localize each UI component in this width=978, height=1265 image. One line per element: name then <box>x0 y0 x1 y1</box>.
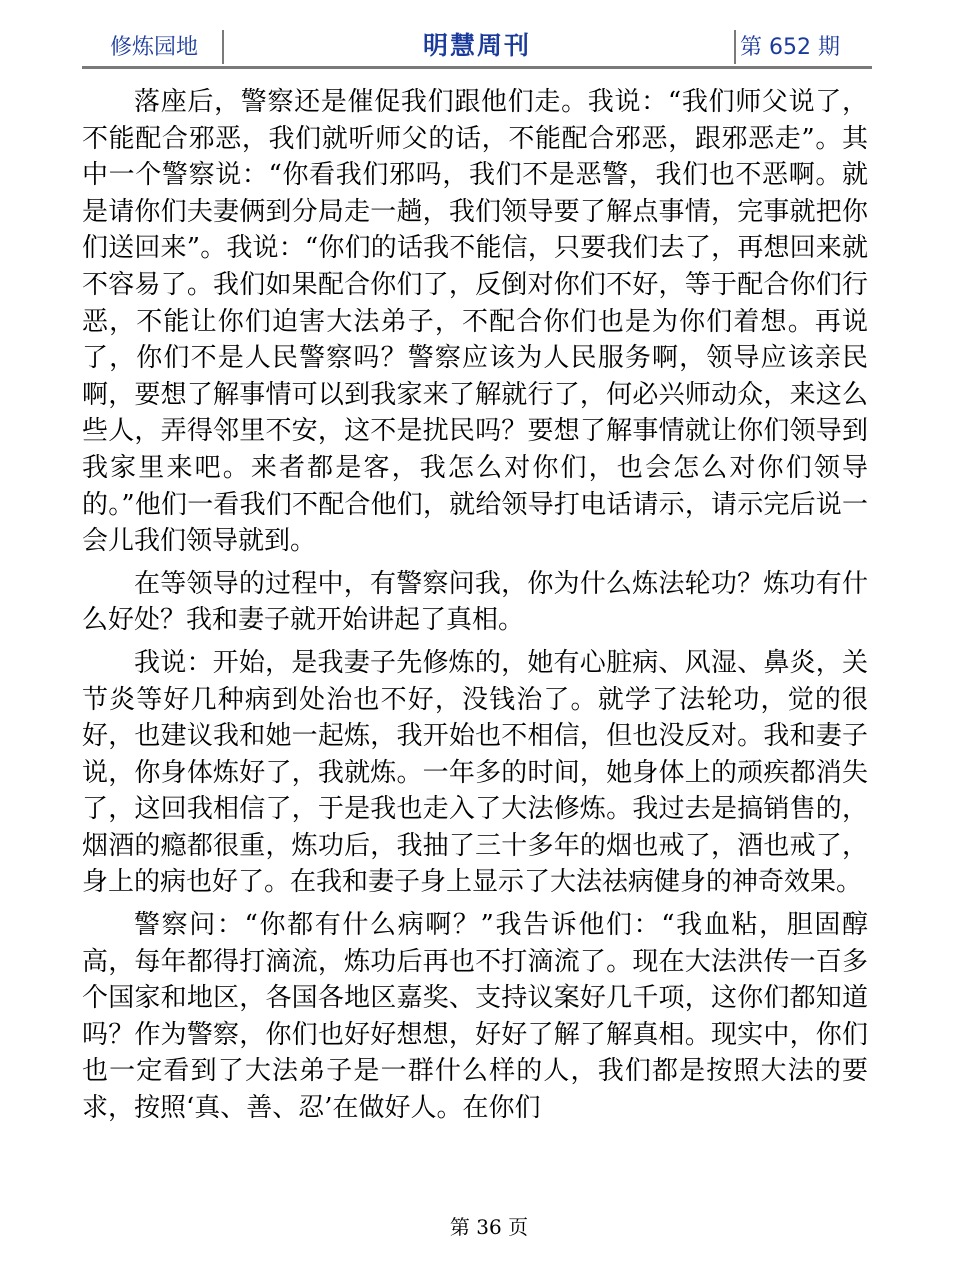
header-rule <box>82 66 872 69</box>
paragraph: 落座后，警察还是催促我们跟他们走。我说：“我们师父说了，不能配合邪恶，我们就听师父的话，不能配合邪恶，跟邪恶走”。其中一个警察说：“你看我们邪吗，我们不是恶警，我们也不恶啊。就是请你们夫妻俩到分局走一趟，我们领导要了解点事情，完事就把你们送回来”。我说：“你们的话我不能信，只要我们去了，再想回来就不容易了。我们如果配合你们了，反倒对你们不好，等于配合你们行恶，不能让你们迫害大法弟子，不配合你们也是为你们着想。再说了，你们不是人民警察吗？警察应该为人民服务啊，领导应该亲民啊，要想了解事情可以到我家来了解就行了，何必兴师动众，来这么些人，弄得邻里不安，这不是扰民吗？要想了解事情就让你们领导到我家里来吧。来者都是客，我怎么对你们，也会怎么对你们领导的。”他们一看我们不配合他们，就给领导打电话请示，请示完后说一会儿我们领导就到。 <box>82 87 868 557</box>
paragraph: 警察问：“你都有什么病啊？”我告诉他们：“我血粘，胆固醇高，每年都得打滴流，炼功后再也不打滴流了。现在大法洪传一百多个国家和地区，各国各地区嘉奖、支持议案好几千项，这你们都知道吗？作为警察，你们也好好想想，好好了解了解真相。现实中，你们也一定看到了大法弟子是一群什么样的人，我们都是按照大法的要求，按照‘真、善、忍’在做好人。在你们 <box>82 910 868 1124</box>
paragraph: 在等领导的过程中，有警察问我，你为什么炼法轮功？炼功有什么好处？我和妻子就开始讲起了真相。 <box>82 568 868 636</box>
article-body <box>82 84 868 1127</box>
page-header <box>82 28 872 68</box>
paragraph: 我说：开始，是我妻子先修炼的，她有心脏病、风湿、鼻炎，关节炎等好几种病到处治也不好，没钱治了。就学了法轮功，觉的很好，也建议我和她一起炼，我开始也不相信，但也没反对。我和妻子说，你身体炼好了，我就炼。一年多的时间，她身体上的顽疾都消失了，这回我相信了，于是我也走入了大法修炼。我过去是搞销售的，烟酒的瘾都很重，炼功后，我抽了三十多年的烟也戒了，酒也戒了，身上的病也好了。在我和妻子身上显示了大法祛病健身的神奇效果。 <box>82 647 868 898</box>
page-number: 第 36 页 <box>449 1215 529 1239</box>
header-divider-right <box>734 30 736 64</box>
publication-title: 明慧周刊 <box>422 31 531 60</box>
section-name: 修炼园地 <box>110 35 199 60</box>
issue-number: 第 652 期 <box>740 35 840 60</box>
